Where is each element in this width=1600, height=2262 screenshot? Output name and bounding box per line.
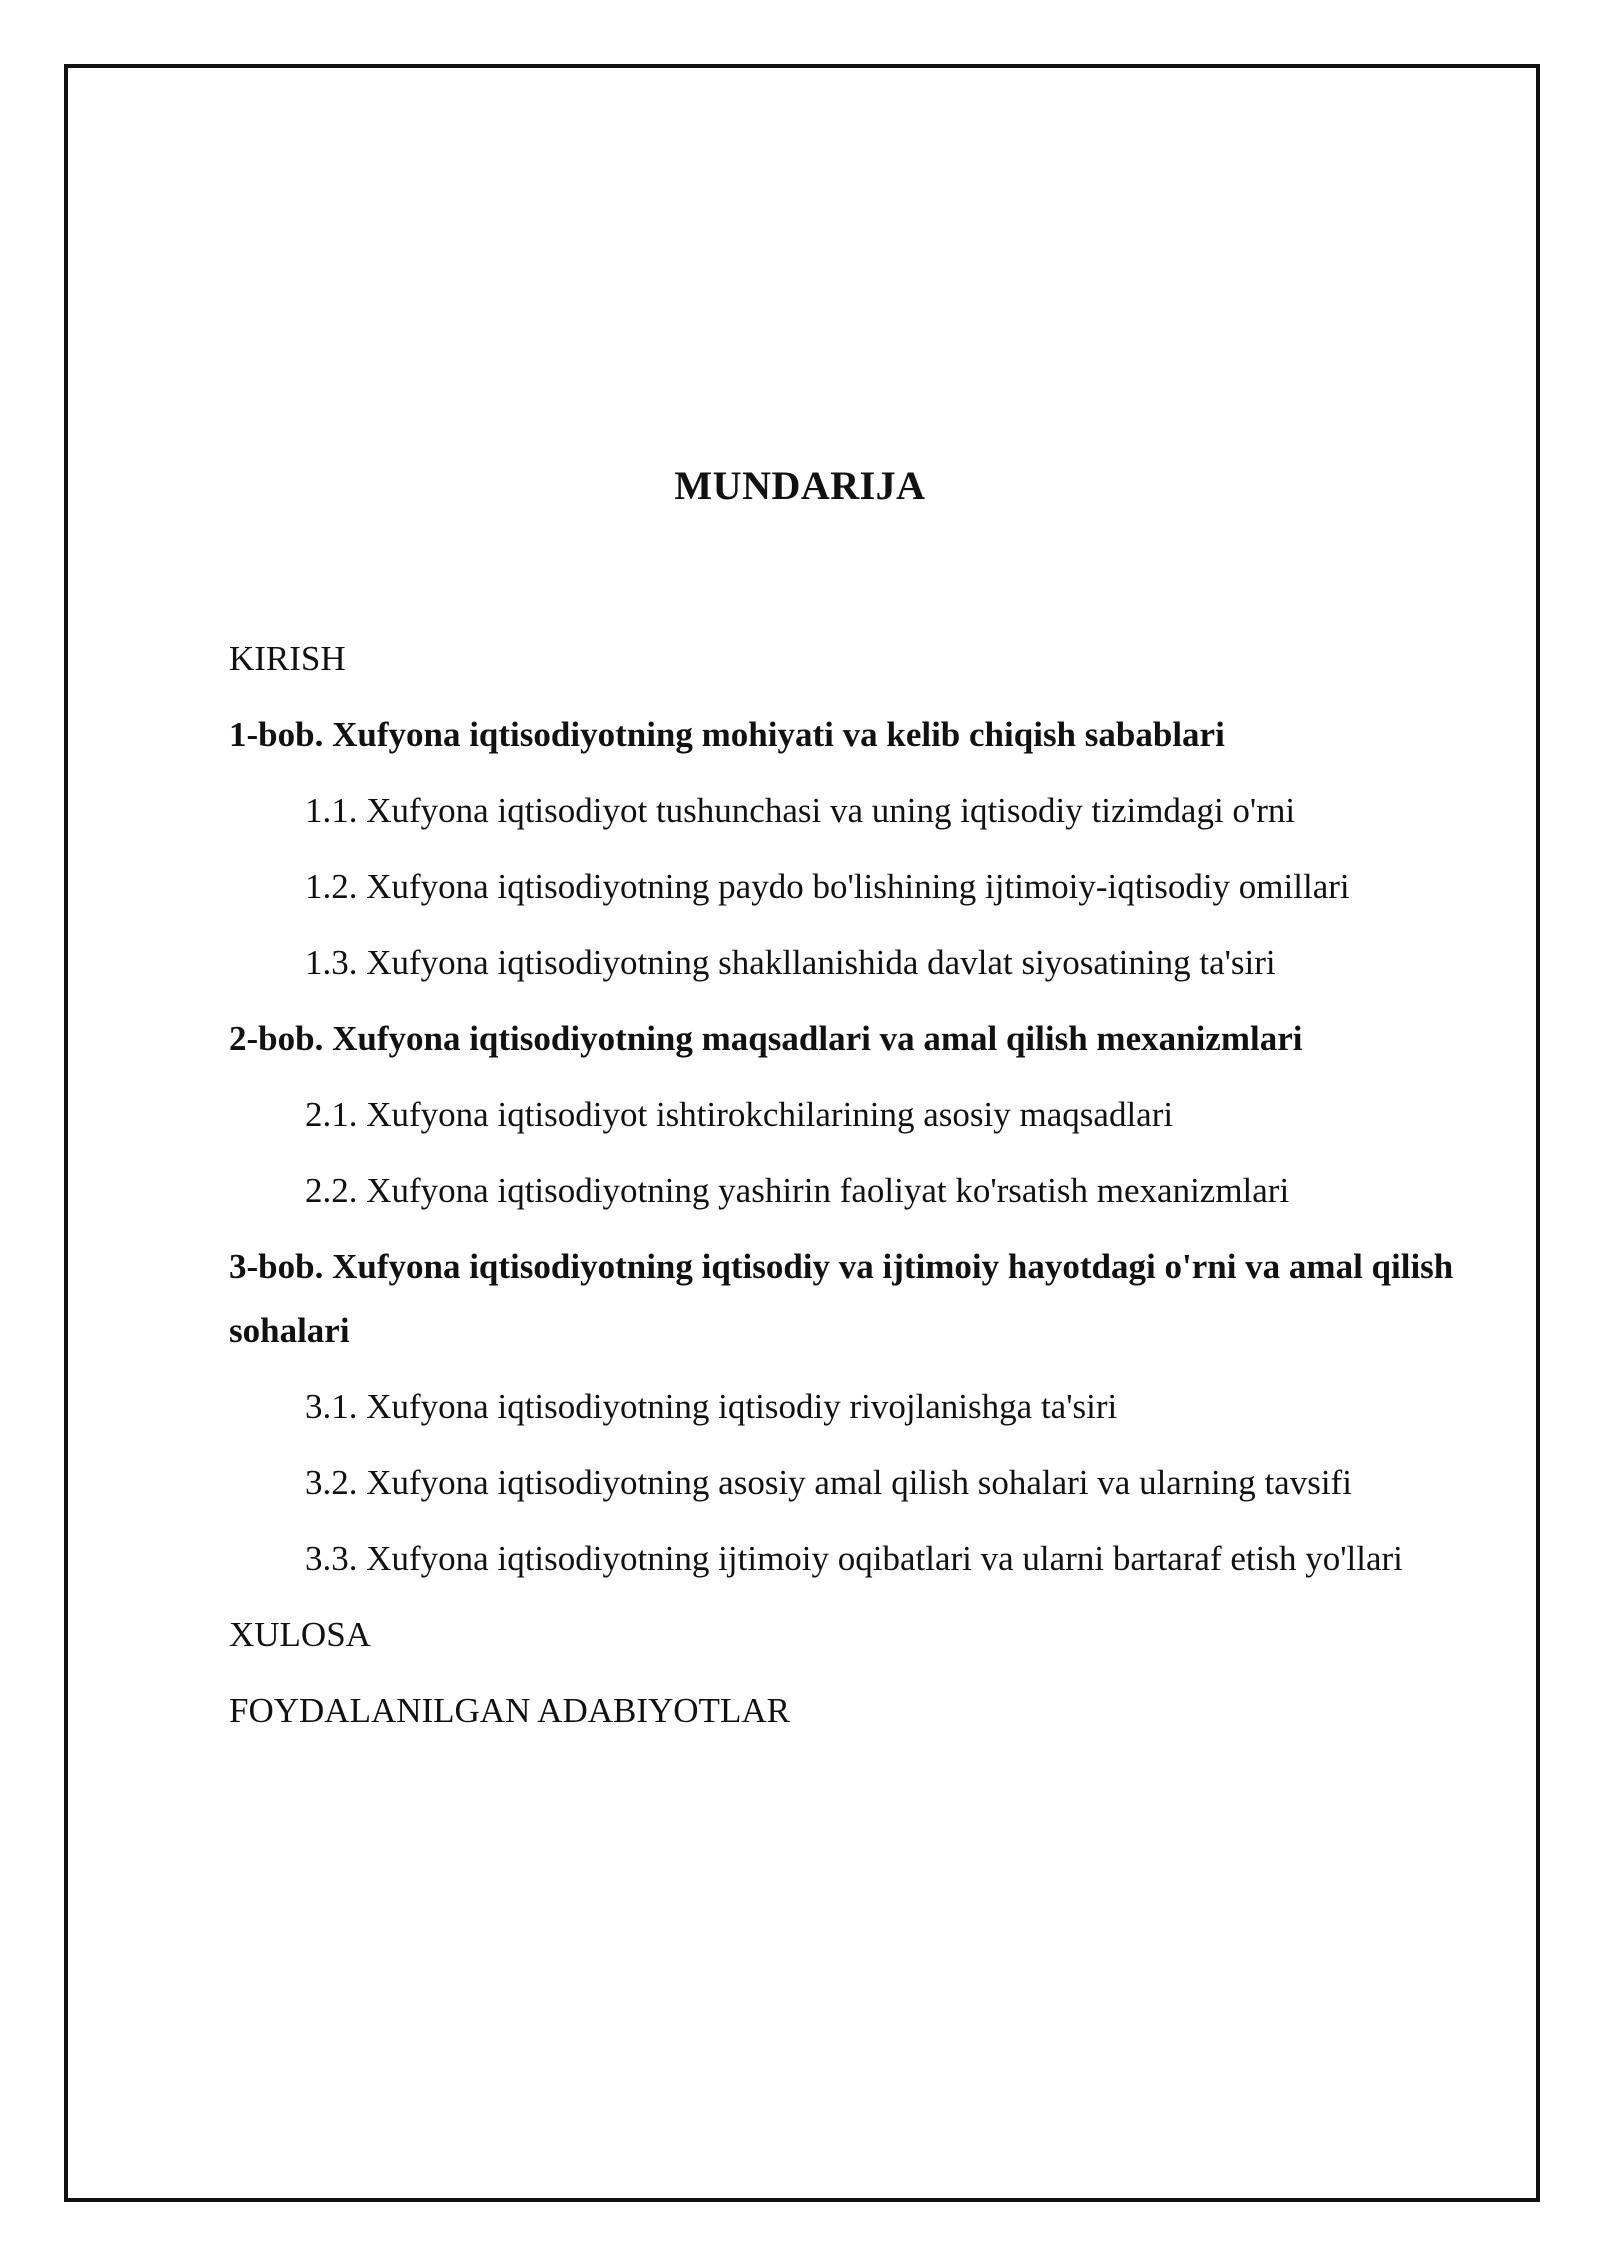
table-of-contents — [229, 640, 1529, 1768]
toc-entry-conclusion: XULOSA — [229, 1615, 371, 1654]
toc-entry-introduction: KIRISH — [229, 639, 346, 678]
toc-chapter-1: 1-bob. Xufyona iqtisodiyotning mohiyati va kelib chiqish sabablari — [229, 715, 1225, 754]
toc-section-3-2: 3.2. Xufyona iqtisodiyotning asosiy amal qilish sohalari va ularning tavsifi — [305, 1463, 1352, 1502]
toc-section-3-1: 3.1. Xufyona iqtisodiyotning iqtisodiy rivojlanishga ta'siri — [305, 1387, 1118, 1426]
toc-section-1-2: 1.2. Xufyona iqtisodiyotning paydo bo'lishining ijtimoiy-iqtisodiy omillari — [305, 867, 1350, 906]
toc-section-2-1: 2.1. Xufyona iqtisodiyot ishtirokchilarining asosiy maqsadlari — [305, 1095, 1174, 1134]
toc-entry-references: FOYDALANILGAN ADABIYOTLAR — [229, 1691, 790, 1730]
toc-section-2-2: 2.2. Xufyona iqtisodiyotning yashirin faoliyat ko'rsatish mexanizmlari — [305, 1171, 1290, 1210]
toc-section-1-1: 1.1. Xufyona iqtisodiyot tushunchasi va uning iqtisodiy tizimdagi o'rni — [305, 791, 1296, 830]
toc-section-1-3: 1.3. Xufyona iqtisodiyotning shakllanishida davlat siyosatining ta'siri — [305, 943, 1276, 982]
toc-section-3-3: 3.3. Xufyona iqtisodiyotning ijtimoiy oqibatlari va ularni bartaraf etish yo'llari — [305, 1539, 1403, 1578]
toc-chapter-3: 3-bob. Xufyona iqtisodiyotning iqtisodiy va ijtimoiy hayotdagi o'rni va amal qilish sohalari — [229, 1247, 1454, 1350]
page-title: MUNDARIJA — [674, 463, 926, 508]
toc-chapter-2: 2-bob. Xufyona iqtisodiyotning maqsadlari va amal qilish mexanizmlari — [229, 1019, 1303, 1058]
